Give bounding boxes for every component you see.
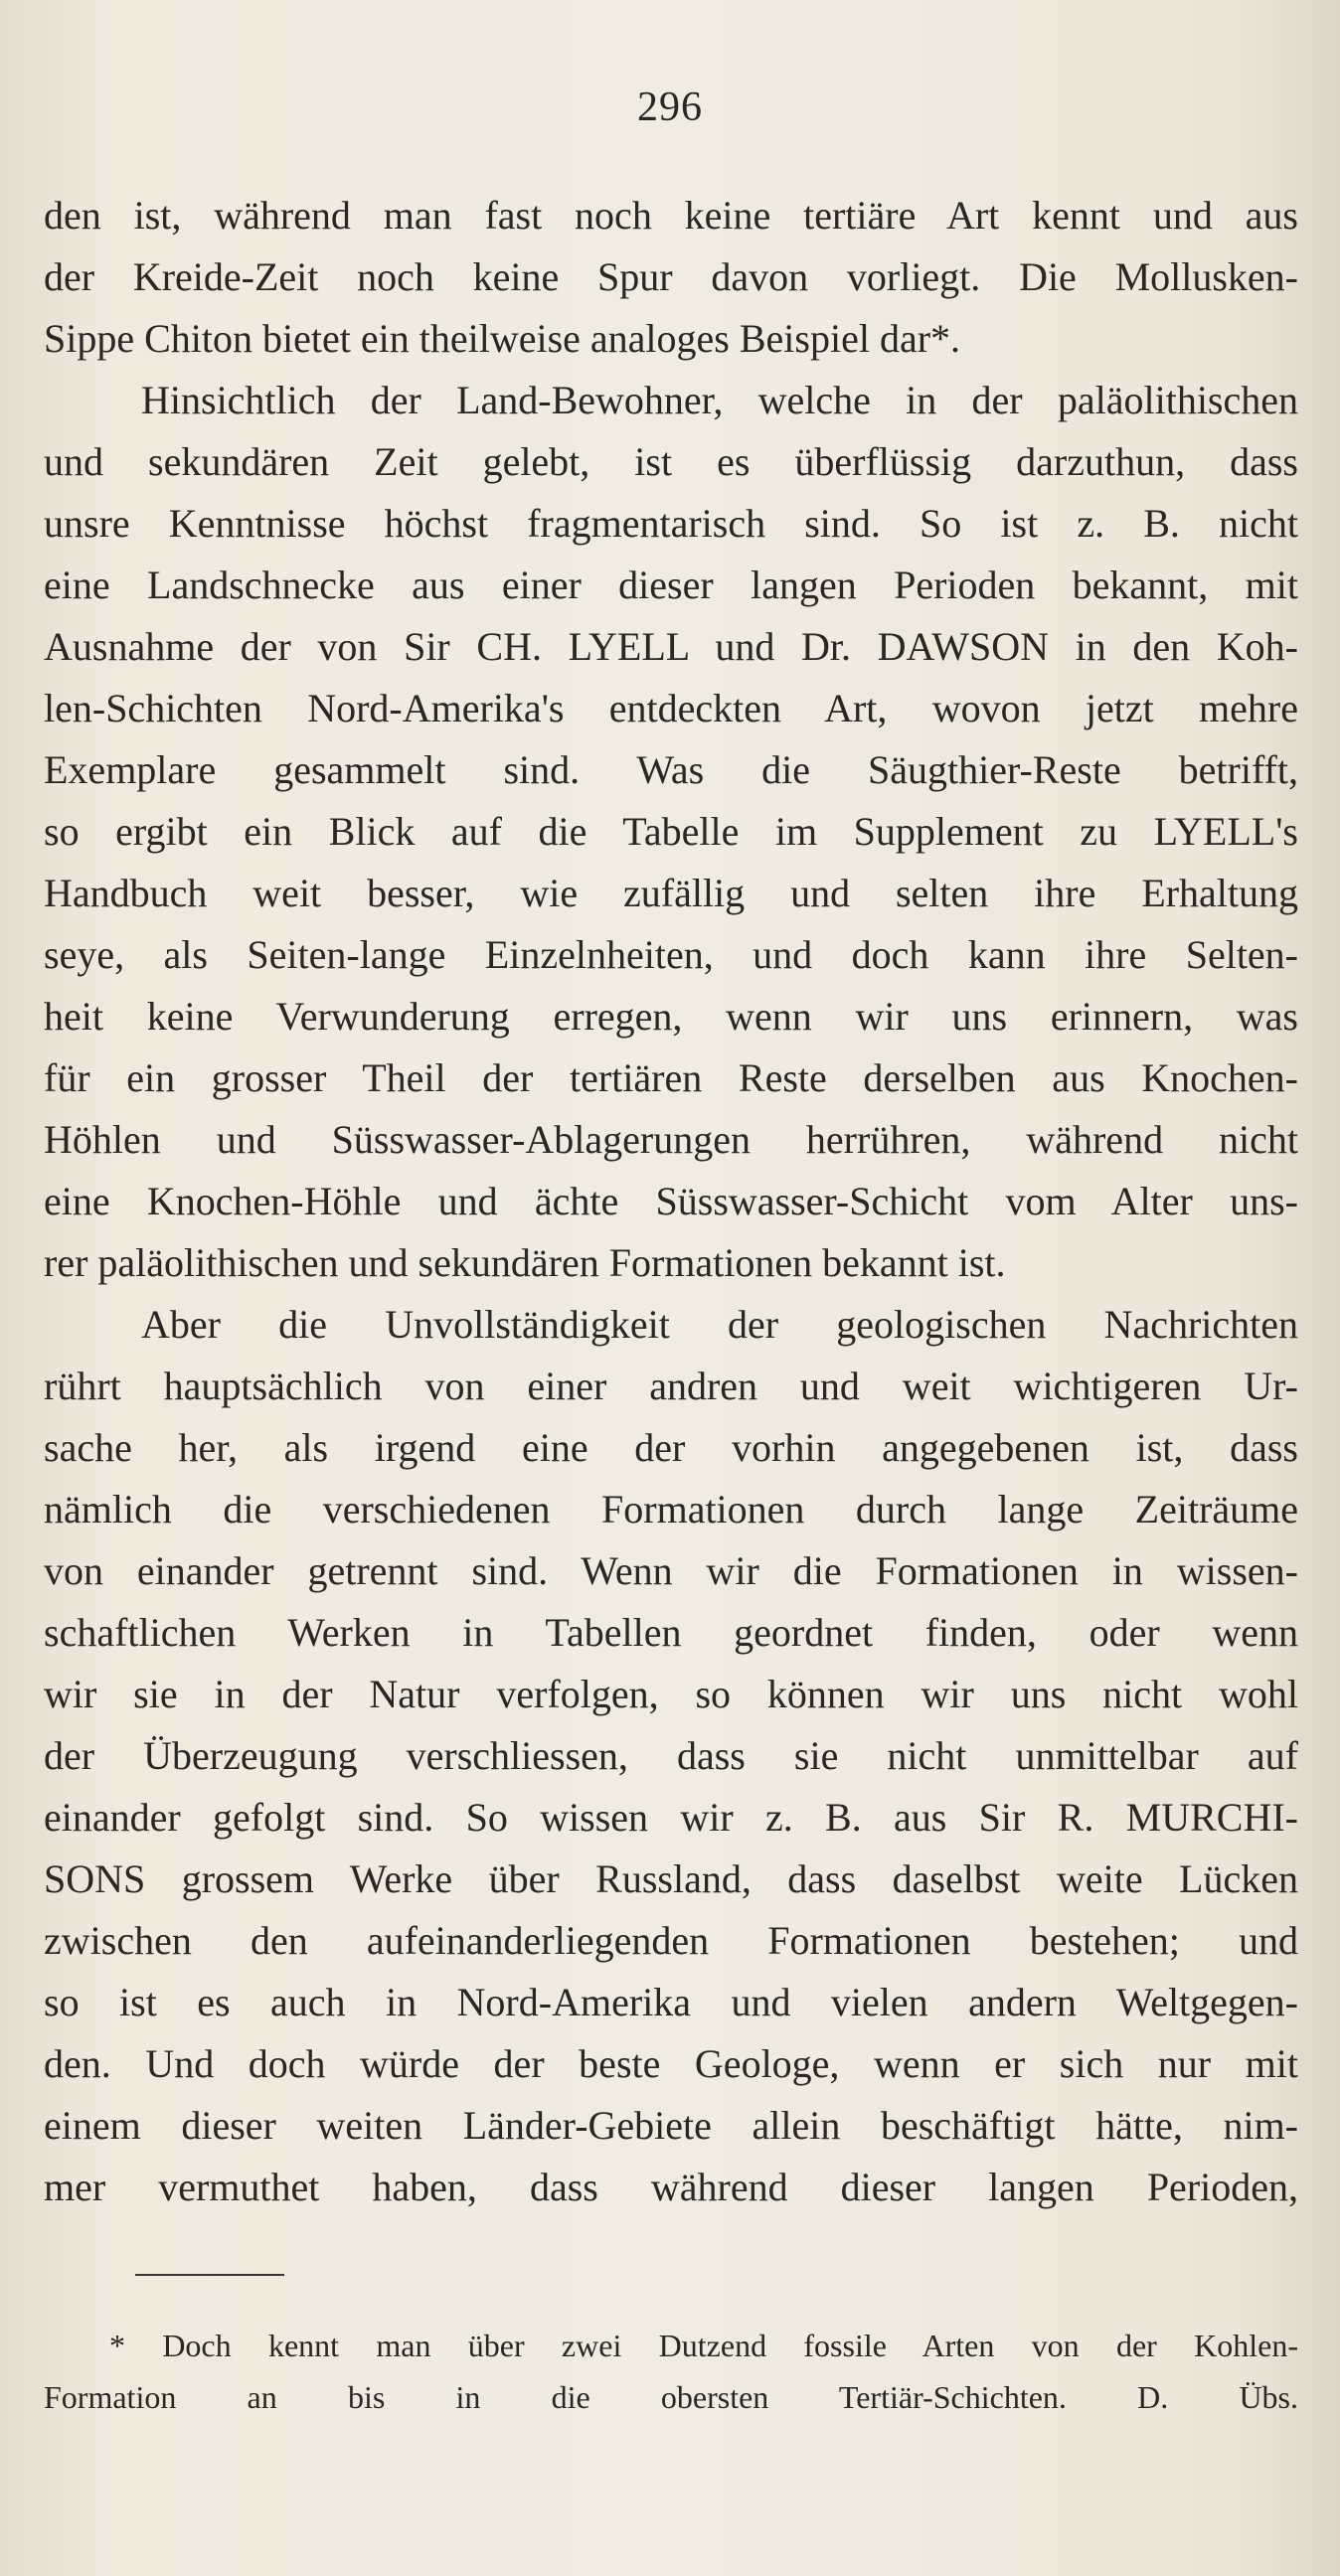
page-number: 296 (637, 84, 703, 130)
footnote (44, 2320, 1298, 2423)
text-line: den. Und doch würde der beste Geologe, wenn er sich nur mit (44, 2041, 1298, 2086)
body-text (44, 185, 1298, 2218)
text-line: für ein grosser Theil der tertiären Reste derselben aus Knochen- (44, 1055, 1298, 1100)
text-line: Hinsichtlich der Land-Bewohner, welche in der paläolithischen (141, 378, 1298, 422)
text-line: eine Knochen-Höhle und ächte Süsswasser-Schicht vom Alter uns- (44, 1179, 1298, 1223)
text-line: rührt hauptsächlich von einer andren und weit wichtigeren Ur- (44, 1364, 1298, 1408)
footnote-divider (135, 2274, 284, 2276)
text-line: SONS grossem Werke über Russland, dass daselbst weite Lücken (44, 1856, 1298, 1901)
text-line: nämlich die verschiedenen Formationen durch lange Zeiträume (44, 1487, 1298, 1531)
text-line: Exemplare gesammelt sind. Was die Säugthier-Reste betrifft, (44, 747, 1298, 792)
footnote-line: * Doch kennt man über zwei Dutzend fossile Arten von der Kohlen- (109, 2328, 1298, 2363)
footnote-line: Formation an bis in die obersten Tertiär-Schichten. D. Übs. (44, 2379, 1298, 2415)
text-line: Ausnahme der von Sir CH. LYELL und Dr. DAWSON in den Koh- (44, 624, 1298, 669)
text-line: mer vermuthet haben, dass während dieser langen Perioden, (44, 2165, 1298, 2209)
text-line: unsre Kenntnisse höchst fragmentarisch sind. So ist z. B. nicht (44, 501, 1298, 546)
text-line: len-Schichten Nord-Amerika's entdeckten Art, wovon jetzt mehre (44, 686, 1298, 730)
text-line: der Überzeugung verschliessen, dass sie nicht unmittelbar auf (44, 1733, 1298, 1778)
text-line: zwischen den aufeinanderliegenden Formationen bestehen; und (44, 1918, 1298, 1963)
text-line: einem dieser weiten Länder-Gebiete allein beschäftigt hätte, nim- (44, 2103, 1298, 2148)
text-line: Handbuch weit besser, wie zufällig und selten ihre Erhaltung (44, 871, 1298, 915)
text-line: seye, als Seiten-lange Einzelnheiten, und doch kann ihre Selten- (44, 932, 1298, 977)
text-line: der Kreide-Zeit noch keine Spur davon vorliegt. Die Mollusken- (44, 254, 1298, 299)
text-line: wir sie in der Natur verfolgen, so können wir uns nicht wohl (44, 1672, 1298, 1716)
text-line: und sekundären Zeit gelebt, ist es überflüssig darzuthun, dass (44, 439, 1298, 484)
text-line: Sippe Chiton bietet ein theilweise analoges Beispiel dar*. (44, 316, 961, 361)
text-line: einander gefolgt sind. So wissen wir z. B. aus Sir R. MURCHI- (44, 1795, 1298, 1840)
text-line: so ergibt ein Blick auf die Tabelle im Supplement zu LYELL's (44, 809, 1298, 854)
text-line: von einander getrennt sind. Wenn wir die Formationen in wissen- (44, 1548, 1298, 1593)
text-line: rer paläolithischen und sekundären Formationen bekannt ist. (44, 1240, 1006, 1285)
text-line: schaftlichen Werken in Tabellen geordnet finden, oder wenn (44, 1610, 1298, 1655)
text-line: den ist, während man fast noch keine tertiäre Art kennt und aus (44, 193, 1298, 238)
text-line: Höhlen und Süsswasser-Ablagerungen herrühren, während nicht (44, 1117, 1298, 1162)
text-line: so ist es auch in Nord-Amerika und vielen andern Weltgegen- (44, 1980, 1298, 2024)
text-line: Aber die Unvollständigkeit der geologischen Nachrichten (141, 1302, 1298, 1347)
text-line: sache her, als irgend eine der vorhin angegebenen ist, dass (44, 1425, 1298, 1470)
text-line: eine Landschnecke aus einer dieser langen Perioden bekannt, mit (44, 563, 1298, 607)
text-line: heit keine Verwunderung erregen, wenn wir uns erinnern, was (44, 994, 1298, 1039)
